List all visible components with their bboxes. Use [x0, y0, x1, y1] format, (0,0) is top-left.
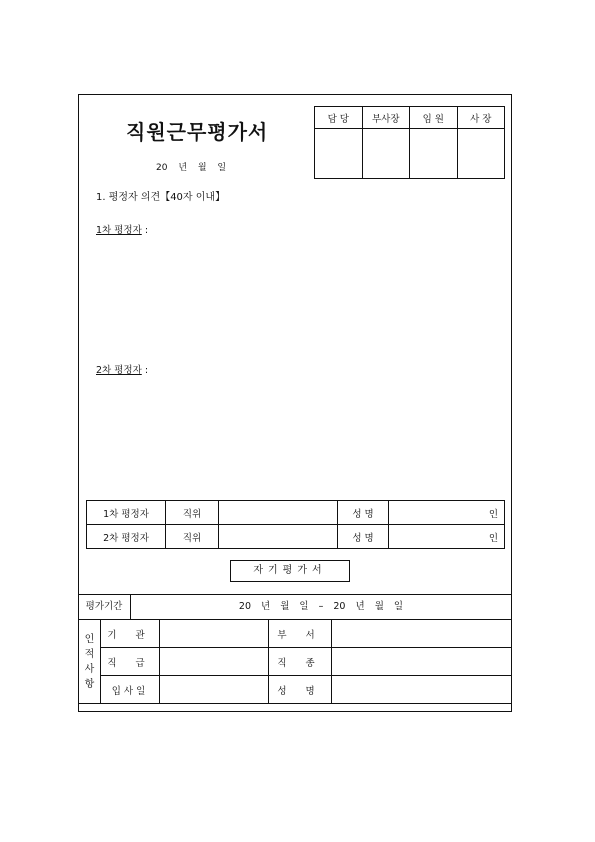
- personal-info-side-label: [79, 620, 101, 704]
- side-char: 적: [84, 648, 95, 660]
- side-char: 항: [84, 678, 95, 690]
- evaluator-row: [87, 525, 505, 549]
- info-row: [79, 620, 512, 648]
- approval-sign-vice-president[interactable]: [362, 129, 410, 179]
- evaluator1-label: 1차 평정자: [96, 225, 142, 236]
- approval-header-president: 사 장: [457, 107, 505, 129]
- section1-heading: 1. 평정자 의견【40자 이내】: [96, 192, 226, 203]
- agency-field[interactable]: [160, 620, 269, 648]
- name-label: 성 명: [338, 525, 389, 549]
- info-row: [79, 676, 512, 704]
- info-row: [79, 648, 512, 676]
- page-title: 직원근무평가서: [126, 120, 269, 144]
- approval-header-executive: 임 원: [410, 107, 458, 129]
- approval-sign-executive[interactable]: [410, 129, 458, 179]
- approval-header-vice-president: 부사장: [362, 107, 410, 129]
- evaluator-row: [87, 501, 505, 525]
- position-label: 직위: [166, 501, 219, 525]
- approval-sign-president[interactable]: [457, 129, 505, 179]
- date-line: 20 년 월 일: [156, 163, 227, 173]
- agency-label: 기 관: [101, 620, 160, 648]
- period-label: 평가기간: [78, 595, 131, 619]
- period-value[interactable]: 20 년 월 일 – 20 년 월 일: [238, 601, 404, 612]
- evaluator-row-label: 1차 평정자: [87, 501, 166, 525]
- name-field[interactable]: [332, 676, 512, 704]
- personal-info-table: [78, 619, 512, 704]
- job-type-field[interactable]: [332, 648, 512, 676]
- evaluation-period-row: [78, 595, 512, 619]
- side-char: 인: [84, 633, 95, 645]
- job-type-label: 직 종: [269, 648, 332, 676]
- evaluator-row-label: 2차 평정자: [87, 525, 166, 549]
- department-field[interactable]: [332, 620, 512, 648]
- evaluator2-opinion-label: [96, 362, 148, 376]
- self-evaluation-title: 자기평가서: [230, 560, 350, 582]
- position-label: 직위: [166, 525, 219, 549]
- position-field[interactable]: [219, 501, 338, 525]
- approval-header-staff: 담 당: [315, 107, 363, 129]
- evaluator2-label: 2차 평정자: [96, 365, 142, 376]
- hire-date-field[interactable]: [160, 676, 269, 704]
- name-label: 성 명: [338, 501, 389, 525]
- rank-label: 직 급: [101, 648, 160, 676]
- seal-field[interactable]: 인: [389, 525, 505, 549]
- evaluator-table: [86, 500, 505, 549]
- side-char: 사: [84, 663, 95, 675]
- evaluator1-colon: :: [144, 225, 149, 236]
- seal-field[interactable]: 인: [389, 501, 505, 525]
- name-label: 성 명: [269, 676, 332, 704]
- approval-sign-staff[interactable]: [315, 129, 363, 179]
- rank-field[interactable]: [160, 648, 269, 676]
- position-field[interactable]: [219, 525, 338, 549]
- evaluator2-colon: :: [144, 365, 149, 376]
- approval-table: [314, 106, 505, 179]
- department-label: 부 서: [269, 620, 332, 648]
- evaluator1-opinion-label: [96, 222, 148, 236]
- hire-date-label: 입사일: [101, 676, 160, 704]
